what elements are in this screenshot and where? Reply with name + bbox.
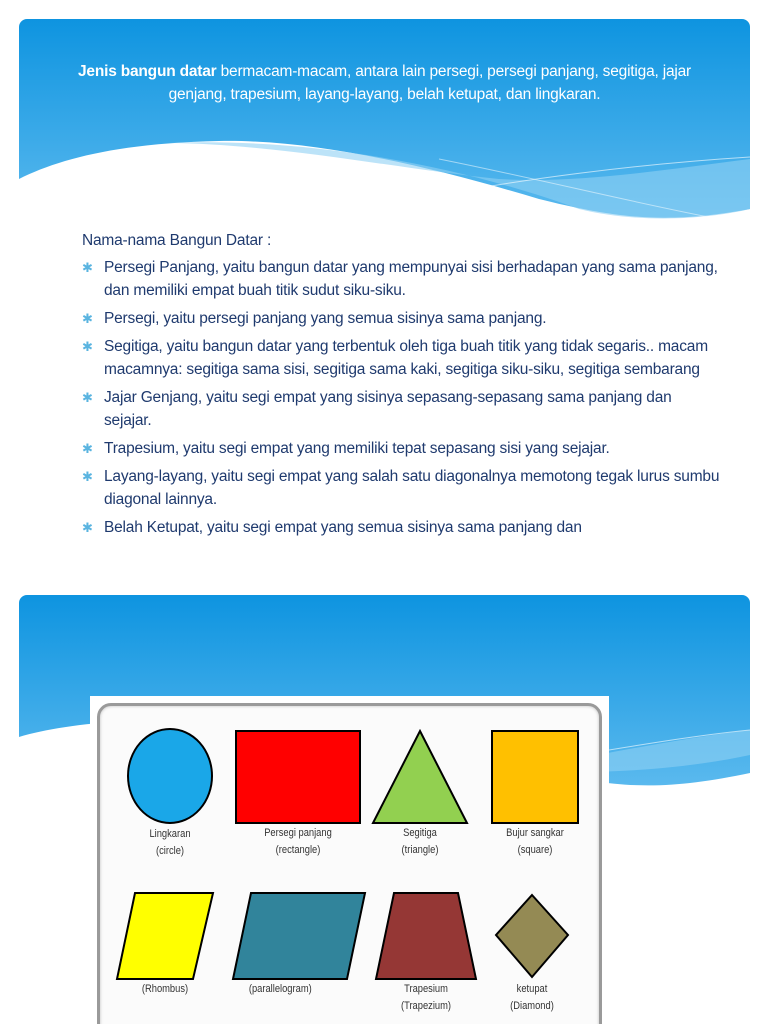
shape-label: Lingkaran [149,828,191,840]
asterisk-bullet-icon: ✱ [82,520,93,535]
content-heading: Nama-nama Bangun Datar : [82,232,272,249]
parallelogram-shape [231,891,367,981]
asterisk-bullet-icon: ✱ [82,469,93,484]
asterisk-bullet-icon: ✱ [82,339,93,354]
rhombus-shape [115,891,215,981]
bullet-text: Jajar Genjang, yaitu segi empat yang sisinya sepasang-sepasang sama panjang dan sejajar. [104,389,672,429]
bullet-persegi-panjang [82,256,722,302]
shape-parallelogram [230,891,368,998]
shape-diamond [487,891,577,1015]
bullet-text: Belah Ketupat, yaitu segi empat yang semua sisinya sama panjang dan [104,519,582,536]
slide-2 [19,595,750,1024]
asterisk-bullet-icon: ✱ [82,390,93,405]
shape-label-en: (Rhombus) [141,983,189,995]
asterisk-bullet-icon: ✱ [82,260,93,275]
shape-label-en: (Diamond) [510,1000,554,1012]
bullet-layang-layang [82,465,722,511]
bullet-text: Persegi Panjang, yaitu bangun datar yang mempunyai sisi berhadapan yang sama panjang, dan memiliki empat buah titik sudut siku-siku. [104,259,718,299]
bullet-list [82,256,722,539]
shape-label-en: (rectangle) [275,844,321,856]
asterisk-bullet-icon: ✱ [82,311,93,326]
circle-shape [125,726,215,826]
triangle-shape [370,729,470,825]
slide-1 [19,19,750,578]
shape-rectangle [233,729,363,859]
bullet-text: Segitiga, yaitu bangun datar yang terbentuk oleh tiga buah titik yang tidak segaris.. macam macamnya: segitiga sama sisi, segitiga sama kaki, segitiga siku-siku, segitiga sembarang [104,338,708,378]
bullet-trapesium [82,437,722,460]
diamond-shape [492,891,572,981]
rectangle-shape [234,729,362,825]
bullet-text: Trapesium, yaitu segi empat yang memiliki tepat sepasang sisi yang sejajar. [104,440,610,457]
intro-rest: bermacam-macam, antara lain persegi, persegi panjang, segitiga, jajar genjang, trapesium, layang-layang, belah ketupat, dan lingkaran. [168,63,691,103]
shape-label-en: (square) [517,844,553,856]
shape-label: Segitiga [403,827,437,839]
bullet-jajar-genjang [82,386,722,432]
intro-bold: Jenis bangun datar [77,63,217,80]
shape-circle [120,726,220,860]
shape-label: Trapesium [404,983,448,995]
shape-label: Bujur sangkar [506,827,564,839]
shape-label: Persegi panjang [264,827,332,839]
shape-trapezium [374,891,478,1015]
shape-triangle [370,729,470,859]
bullet-segitiga [82,335,722,381]
bullet-persegi [82,307,722,330]
shape-square [485,729,585,859]
square-shape [490,729,580,825]
bullet-text: Persegi, yaitu persegi panjang yang semua sisinya sama panjang. [104,310,547,327]
content [82,230,722,544]
shapes-figure [90,696,609,1024]
shape-rhombus [115,891,215,998]
shape-label-en: (Trapezium) [400,1000,452,1012]
shape-label-en: (parallelogram) [248,983,312,995]
shape-label: ketupat [516,983,548,995]
bullet-text: Layang-layang, yaitu segi empat yang salah satu diagonalnya memotong tegak lurus sumbu diagonal lainnya. [104,468,720,508]
shape-label-en: (circle) [155,845,185,857]
trapezium-shape [374,891,478,981]
bullet-belah-ketupat [82,516,722,539]
asterisk-bullet-icon: ✱ [82,441,93,456]
content-clip [19,19,750,575]
shape-label-en: (triangle) [401,844,439,856]
